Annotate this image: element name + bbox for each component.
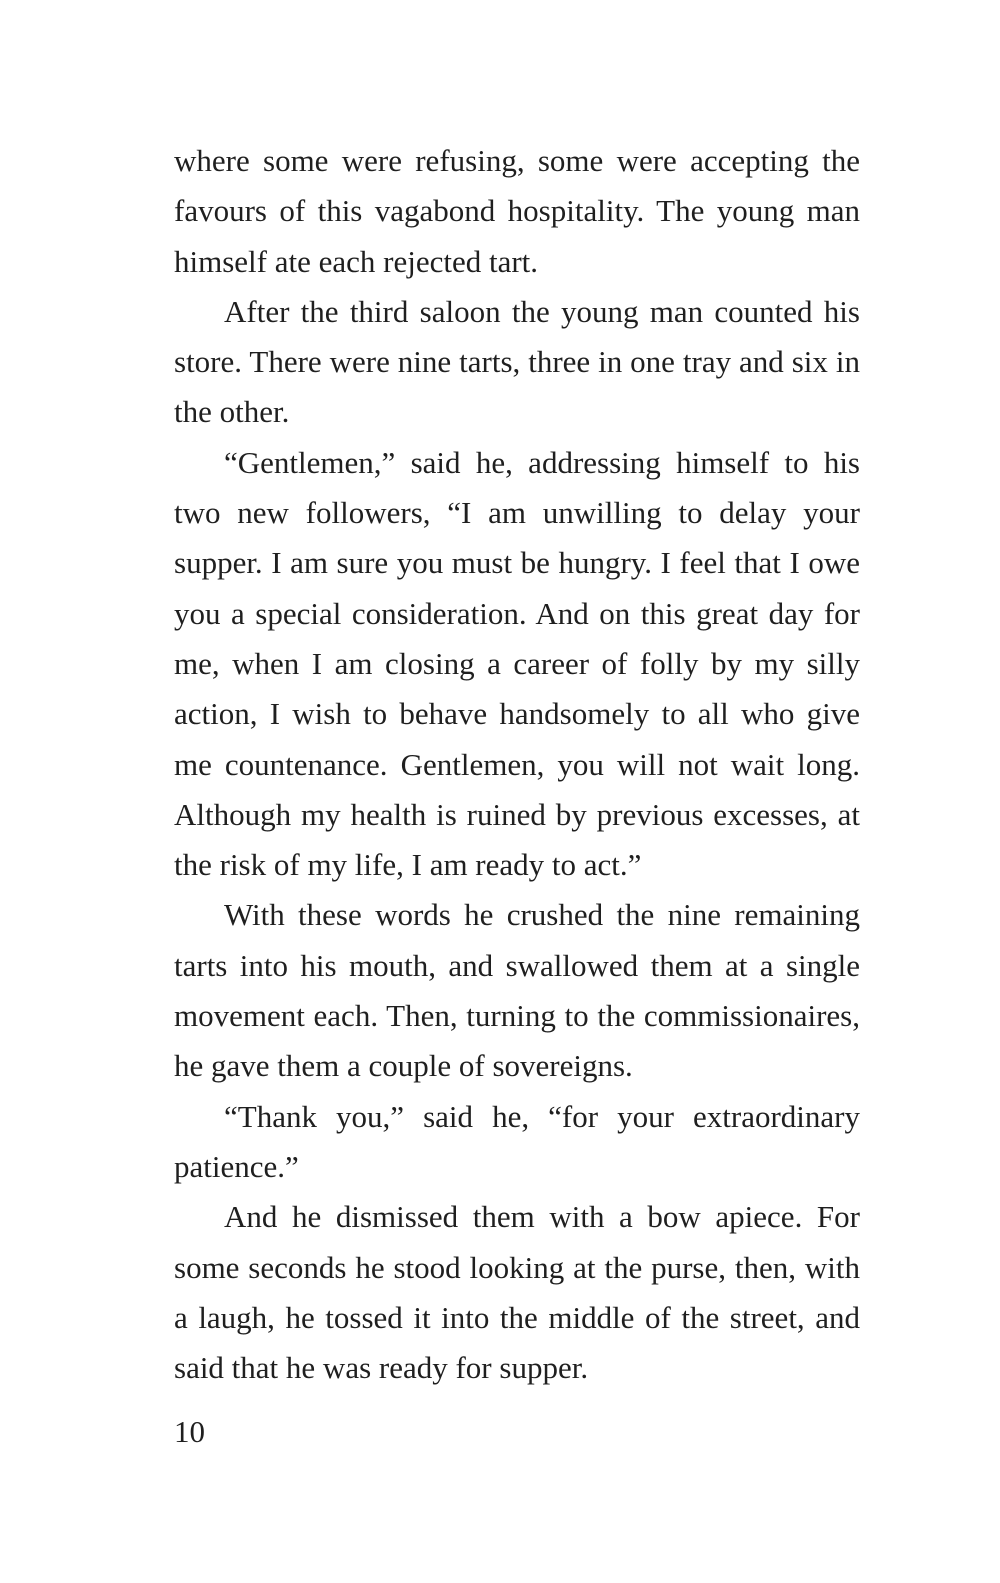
paragraph-2: After the third saloon the young man counted his store. There were nine tarts, three in one tray and six in the other.	[174, 293, 860, 430]
body-text	[174, 136, 860, 1393]
paragraph-5: “Thank you,” said he, “for your extraordinary patience.”	[174, 1098, 860, 1184]
paragraph-1: where some were refusing, some were accepting the favours of this vagabond hospitality. The young man himself ate each rejected tart.	[174, 143, 860, 279]
paragraph-6: And he dismissed them with a bow apiece. For some seconds he stood looking at the purse, then, with a laugh, he tossed it into the middle of the street, and said that he was ready for supper.	[174, 1199, 860, 1386]
page-number: 10	[174, 1414, 205, 1449]
paragraph-3: “Gentlemen,” said he, addressing himself to his two new followers, “I am unwilling to delay your supper. I am sure you must be hungry. I feel that I owe you a special consideration. And on this great day for me, when I am closing a career of folly by my silly action, I wish to behave handsomely to all who give me countenance. Gentlemen, you will not wait long. Although my health is ruined by previous excesses, at the risk of my life, I am ready to act.”	[174, 444, 860, 883]
paragraph-4: With these words he crushed the nine remaining tarts into his mouth, and swallowed them at a single movement each. Then, turning to the commissionaires, he gave them a couple of sovereigns.	[174, 897, 860, 1084]
